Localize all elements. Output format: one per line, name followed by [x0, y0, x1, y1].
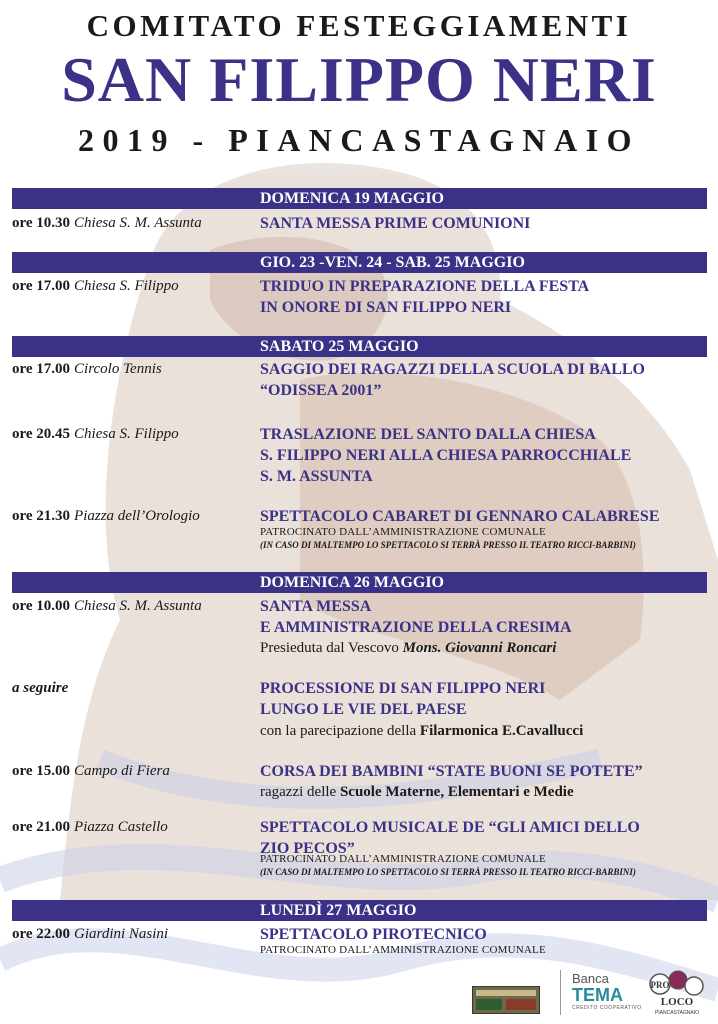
event-title: SANTA MESSA E AMMINISTRAZIONE DELLA CRESIMA	[260, 598, 572, 636]
event-title: SAGGIO DEI RAGAZZI DELLA SCUOLA DI BALLO “ODISSEA 2001”	[260, 361, 645, 399]
bank-logo-name: TEMA	[572, 985, 623, 1005]
day-header: LUNEDÌ 27 MAGGIO	[12, 900, 707, 921]
event-title: PROCESSIONE DI SAN FILIPPO NERI LUNGO LE VIE DEL PAESE	[260, 680, 546, 718]
event-time: ore 17.00 Chiesa S. Filippo	[12, 278, 179, 294]
weather-note: (IN CASO DI MALTEMPO LO SPETTACOLO SI TERRÀ PRESSO IL TEATRO RICCI-BARBINI)	[260, 540, 636, 550]
logo-divider	[560, 970, 561, 1015]
event-time: ore 21.30 Piazza dell’Orologio	[12, 508, 200, 524]
event-time: ore 21.00 Piazza Castello	[12, 819, 168, 835]
municipality-logo	[472, 986, 540, 1014]
event-time: ore 22.00 Giardini Nasini	[12, 926, 169, 942]
event-time: ore 15.00 Campo di Fiera	[12, 763, 170, 779]
event-title: SPETTACOLO CABARET DI GENNARO CALABRESE	[260, 508, 660, 525]
event-subtitle: Presieduta dal Vescovo Mons. Giovanni Roncari	[260, 640, 557, 656]
bank-logo-text: Banca	[572, 971, 609, 986]
day-header: DOMENICA 19 MAGGIO	[12, 188, 707, 209]
day-header: GIO. 23 -VEN. 24 - SAB. 25 MAGGIO	[12, 252, 707, 273]
event-title: SANTA MESSA PRIME COMUNIONI	[260, 215, 531, 232]
proloco-logo	[648, 970, 706, 1018]
event-title: TRIDUO IN PREPARAZIONE DELLA FESTA IN ONORE DI SAN FILIPPO NERI	[260, 278, 590, 316]
event-time: ore 10.30 Chiesa S. M. Assunta	[12, 215, 202, 231]
proloco-town: PIANCASTAGNAIO	[654, 1010, 700, 1016]
sponsor-note: PATROCINATO DALL’AMMINISTRAZIONE COMUNALE	[260, 944, 546, 956]
event-time: ore 17.00 Circolo Tennis	[12, 361, 162, 377]
weather-note: (IN CASO DI MALTEMPO LO SPETTACOLO SI TERRÀ PRESSO IL TEATRO RICCI-BARBINI)	[260, 867, 636, 877]
event-time: ore 20.45 Chiesa S. Filippo	[12, 426, 179, 442]
event-time: a seguire	[12, 680, 69, 696]
event-subtitle: con la parecipazione della Filarmonica E.Cavallucci	[260, 723, 584, 739]
event-title: SPETTACOLO MUSICALE DE “GLI AMICI DELLO ZIO PECOS”	[260, 819, 640, 857]
event-time: ore 10.00 Chiesa S. M. Assunta	[12, 598, 202, 614]
event-title: TRASLAZIONE DEL SANTO DALLA CHIESA S. FILIPPO NERI ALLA CHIESA PARROCCHIALE S. M. ASSUNTA	[260, 426, 632, 485]
committee-title: COMITATO FESTEGGIAMENTI	[86, 8, 632, 43]
proloco-label: LOCO	[660, 996, 694, 1008]
day-header: SABATO 25 MAGGIO	[12, 336, 707, 357]
sponsor-note: PATROCINATO DALL’AMMINISTRAZIONE COMUNALE	[260, 526, 546, 538]
sponsor-note: PATROCINATO DALL’AMMINISTRAZIONE COMUNALE	[260, 853, 546, 865]
bank-logo-subtitle: CREDITO COOPERATIVO	[572, 1005, 642, 1011]
festival-title: SAN FILIPPO NERI	[61, 44, 657, 115]
year-location: 2019 - PIANCASTAGNAIO	[78, 122, 640, 158]
event-title: CORSA DEI BAMBINI “STATE BUONI SE POTETE”	[260, 763, 643, 780]
svg-text:PRO: PRO	[650, 980, 670, 990]
event-subtitle: ragazzi delle Scuole Materne, Elementari e Medie	[260, 784, 574, 800]
event-title: SPETTACOLO PIROTECNICO	[260, 926, 487, 943]
day-header: DOMENICA 26 MAGGIO	[12, 572, 707, 593]
